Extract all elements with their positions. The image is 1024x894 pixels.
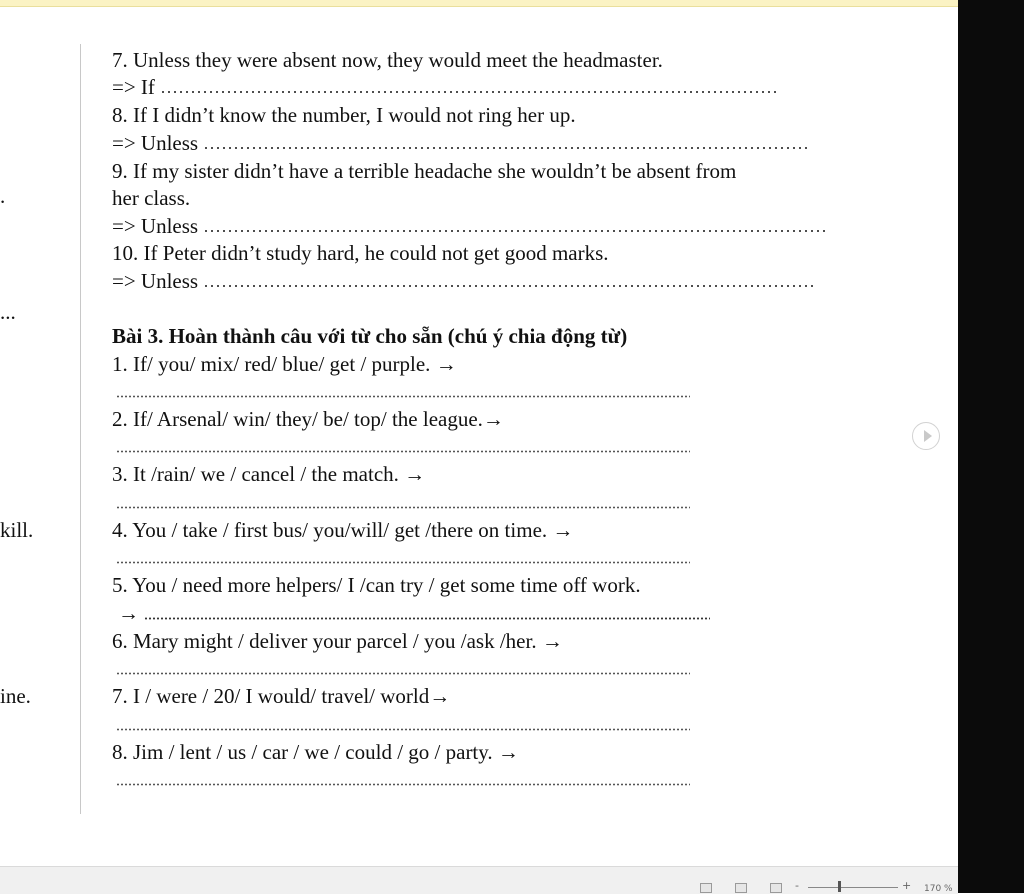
left-fragment-4: ine. (0, 684, 31, 708)
read-mode-icon[interactable] (700, 883, 712, 893)
arrow-icon: → (404, 462, 426, 486)
left-fragment-3: kill. (0, 518, 34, 542)
question-8: 8. If I didn’t know the number, I would not ring her up. (112, 103, 576, 127)
exercise-2-blank[interactable] (116, 450, 690, 453)
exercise-5-answer (118, 600, 710, 626)
exercise-3-blank[interactable] (116, 506, 690, 509)
exercise-5: 5. You / need more helpers/ I /can try / get some time off work. (112, 573, 641, 597)
exercise-5-blank[interactable] (144, 617, 710, 620)
question-10: 10. If Peter didn’t study hard, he could not get good marks. (112, 241, 609, 265)
answer-7-blank[interactable] (160, 90, 780, 94)
exercise-8-blank[interactable] (116, 783, 690, 786)
zoom-slider[interactable] (808, 887, 898, 888)
exercise-7: 7. I / were / 20/ I would/ travel/ world→ (112, 684, 451, 708)
exercise-7-blank[interactable] (116, 728, 690, 731)
left-fragment-1: . (0, 184, 6, 208)
print-layout-icon[interactable] (735, 883, 747, 893)
play-icon[interactable] (912, 422, 940, 450)
question-9-cont: her class. (112, 186, 191, 210)
arrow-icon: → (552, 518, 574, 542)
answer-9-blank[interactable] (203, 229, 825, 233)
answer-9: => Unless (112, 213, 825, 239)
status-bar (0, 866, 958, 894)
arrow-icon: → (497, 740, 519, 764)
answer-10: => Unless (112, 268, 815, 294)
screen-edge (958, 0, 1024, 893)
page-margin-line (80, 44, 81, 814)
answer-10-blank[interactable] (203, 284, 815, 288)
arrow-icon: → (435, 352, 457, 376)
arrow-icon: → (541, 629, 563, 653)
left-fragment-2: ... (0, 300, 16, 324)
zoom-slider-thumb[interactable] (838, 881, 841, 892)
web-layout-icon[interactable] (770, 883, 782, 893)
top-ribbon-strip (0, 0, 958, 7)
zoom-out-button[interactable]: - (795, 879, 799, 892)
arrow-icon: → (118, 601, 139, 625)
question-7: 7. Unless they were absent now, they would meet the headmaster. (112, 48, 663, 72)
exercise-4-blank[interactable] (116, 561, 690, 564)
exercise-2: 2. If/ Arsenal/ win/ they/ be/ top/ the league.→ (112, 407, 504, 431)
exercise-4: 4. You / take / first bus/ you/will/ get /there on time. → (112, 518, 574, 542)
exercise-8: 8. Jim / lent / us / car / we / could / go / party. → (112, 740, 519, 764)
zoom-in-button[interactable]: + (902, 879, 912, 892)
answer-8-blank[interactable] (203, 146, 811, 150)
exercise-6-blank[interactable] (116, 672, 690, 675)
exercise-1: 1. If/ you/ mix/ red/ blue/ get / purple. → (112, 352, 457, 376)
exercise-6: 6. Mary might / deliver your parcel / you /ask /her. → (112, 629, 563, 653)
zoom-level[interactable]: 170 % (924, 884, 953, 894)
answer-8: => Unless (112, 130, 811, 156)
question-9: 9. If my sister didn’t have a terrible headache she wouldn’t be absent from (112, 159, 737, 183)
exercise-3: 3. It /rain/ we / cancel / the match. → (112, 462, 426, 486)
arrow-icon: → (429, 684, 451, 708)
section-3-heading: Bài 3. Hoàn thành câu với từ cho sẵn (chú ý chia động từ) (112, 324, 628, 348)
exercise-1-blank[interactable] (116, 395, 690, 398)
arrow-icon: → (482, 407, 504, 431)
answer-7: => If (112, 74, 780, 100)
